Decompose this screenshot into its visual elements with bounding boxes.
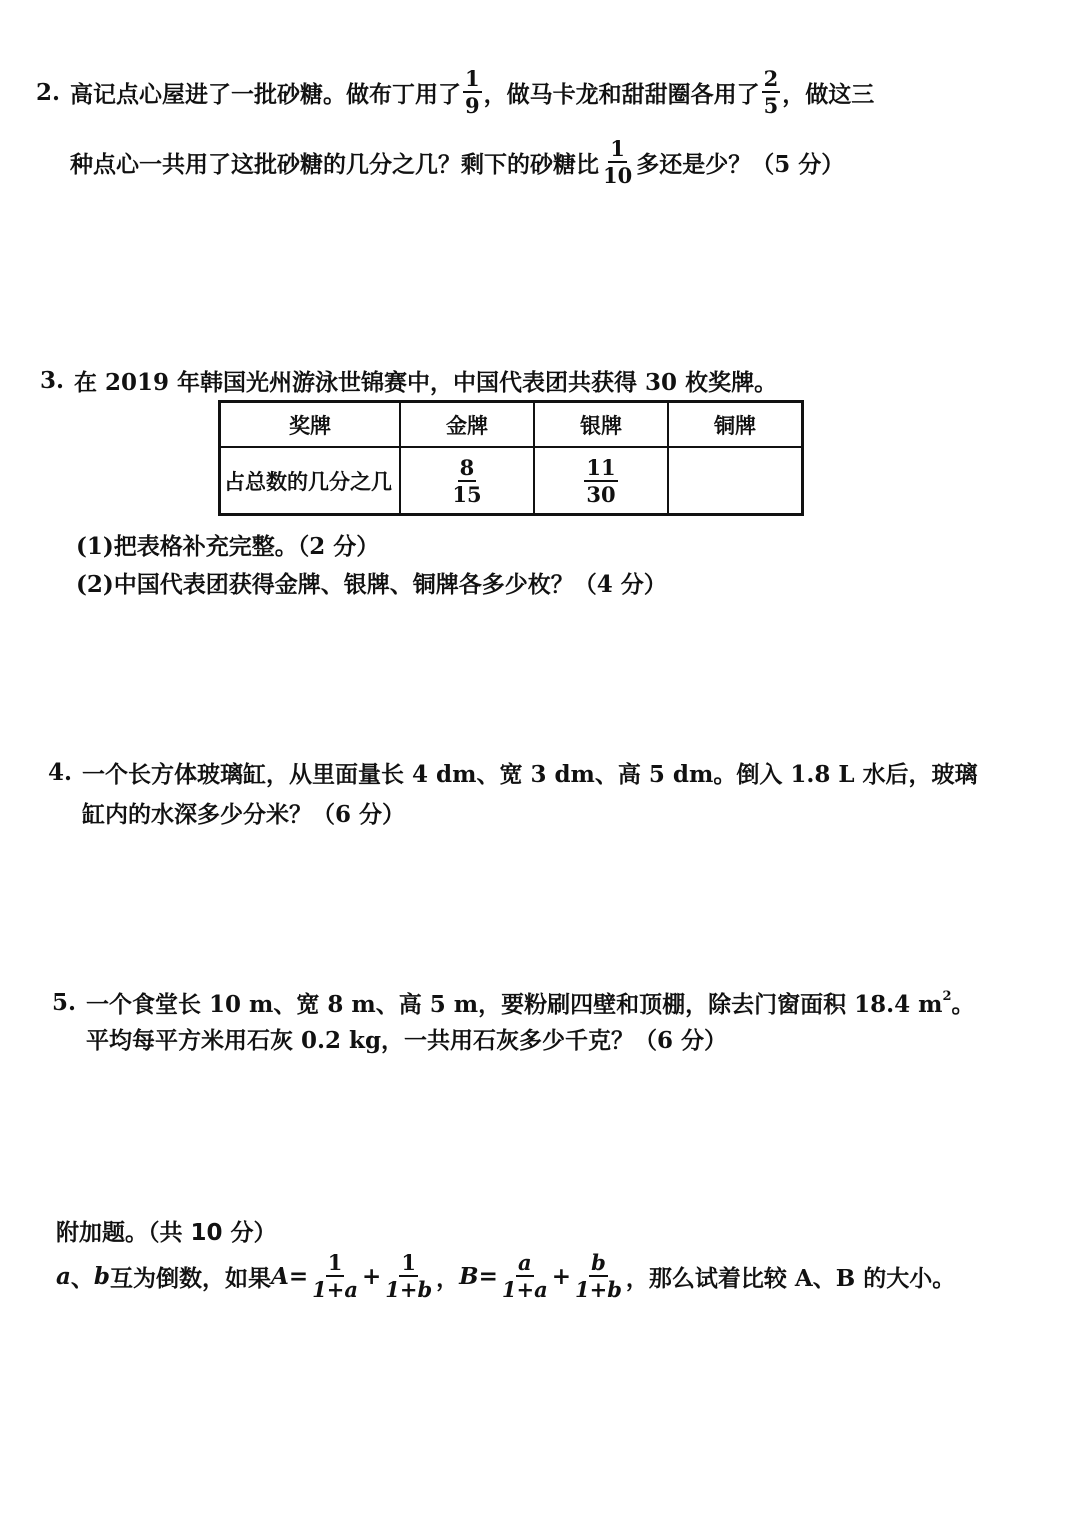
header-silver: 银牌 [535,403,669,448]
var-b: b [93,1262,110,1290]
q5-text-2: 。 [951,991,975,1018]
sep: 、 [70,1264,94,1292]
equals-2: = [478,1262,498,1290]
numerator: 1 [401,1250,417,1275]
q5-text-1: 一个食堂长 10 m、宽 8 m、高 5 m，要粉刷四壁和顶棚，除去门窗面积 18.4 m [86,991,943,1018]
denominator: 15 [452,481,482,507]
denominator: 1+b [385,1277,433,1302]
numerator: 11 [586,454,616,480]
var-a: a [56,1262,71,1290]
q3-intro: 在 2019 年韩国光州游泳世锦赛中，中国代表团共获得 30 枚奖牌。 [74,369,778,396]
gold-fraction [450,454,483,507]
q3-line1 [40,364,777,397]
q2-text-e: 多还是少？（5 分） [636,150,845,178]
fraction-B2 [573,1252,624,1300]
equals-1: = [288,1262,309,1290]
q5-number: 5. [52,989,77,1016]
q2-line1 [36,68,874,116]
header-gold: 金牌 [401,403,535,448]
q3-number: 3. [40,367,65,394]
header-medal: 奖牌 [221,403,401,448]
bronze-fraction-cell [669,448,801,513]
q5-line1 [52,986,975,1019]
q2-text-d: 种点心一共用了这批砂糖的几分之几？剩下的砂糖比 [70,150,599,178]
q2-fraction-1-9 [463,68,482,116]
q4-number: 4. [48,759,73,786]
q3-sub2: (2)中国代表团获得金牌、银牌、铜牌各多少枚？（4 分） [76,571,667,598]
var-A: A [271,1262,289,1290]
q4-line1 [48,756,978,789]
plus-2: + [551,1262,571,1290]
silver-fraction [584,454,617,507]
fraction-A2 [383,1252,434,1300]
plus-1: + [361,1262,382,1290]
denominator: 30 [586,481,616,507]
q2-line2 [70,138,844,186]
silver-fraction-cell [535,448,669,513]
header-bronze: 铜牌 [669,403,801,448]
bonus-line [56,1252,955,1300]
denominator: 1+a [312,1277,358,1302]
bonus-text-2: ，那么试着比较 A、B 的大小。 [625,1264,956,1292]
comma: ， [436,1264,460,1292]
numerator: 2 [763,66,779,91]
bonus-title: 附加题。（共 10 分） [56,1220,277,1246]
q2-text-a: 高记点心屋进了一批砂糖。做布丁用了 [70,80,462,108]
denominator: 1+b [575,1277,622,1302]
q4-line2: 缸内的水深多少分米？（6 分） [82,801,406,828]
q5-superscript: 2 [942,989,952,1004]
gold-fraction-cell [401,448,535,513]
bonus-text-1: 互为倒数，如果 [110,1264,271,1292]
numerator: 8 [459,454,475,480]
var-B: B [459,1262,479,1290]
denominator: 9 [465,93,480,118]
numerator: b [591,1250,606,1275]
q3-sub1: (1)把表格补充完整。（2 分） [76,533,380,560]
fraction-B1 [500,1252,550,1300]
denominator: 10 [603,163,633,188]
medal-table [218,400,804,516]
denominator: 1+a [501,1277,548,1302]
q2-number: 2. [36,78,61,106]
denominator: 5 [763,93,779,118]
numerator: 1 [610,136,625,161]
numerator: 1 [465,66,480,91]
q2-fraction-1-10 [601,138,634,186]
fraction-A1 [310,1252,360,1300]
row-label: 占总数的几分之几 [221,448,401,513]
numerator: 1 [327,1250,343,1275]
numerator: a [518,1250,532,1275]
q4-text-1: 一个长方体玻璃缸，从里面量长 4 dm、宽 3 dm、高 5 dm。倒入 1.8 L 水后，玻璃 [82,761,978,788]
q2-fraction-2-5 [762,68,781,116]
q2-text-c: ，做这三 [782,80,875,108]
q2-text-b: ，做马卡龙和甜甜圈各用了 [483,80,760,108]
q5-line2: 平均每平方米用石灰 0.2 kg，一共用石灰多少千克？（6 分） [86,1027,728,1054]
